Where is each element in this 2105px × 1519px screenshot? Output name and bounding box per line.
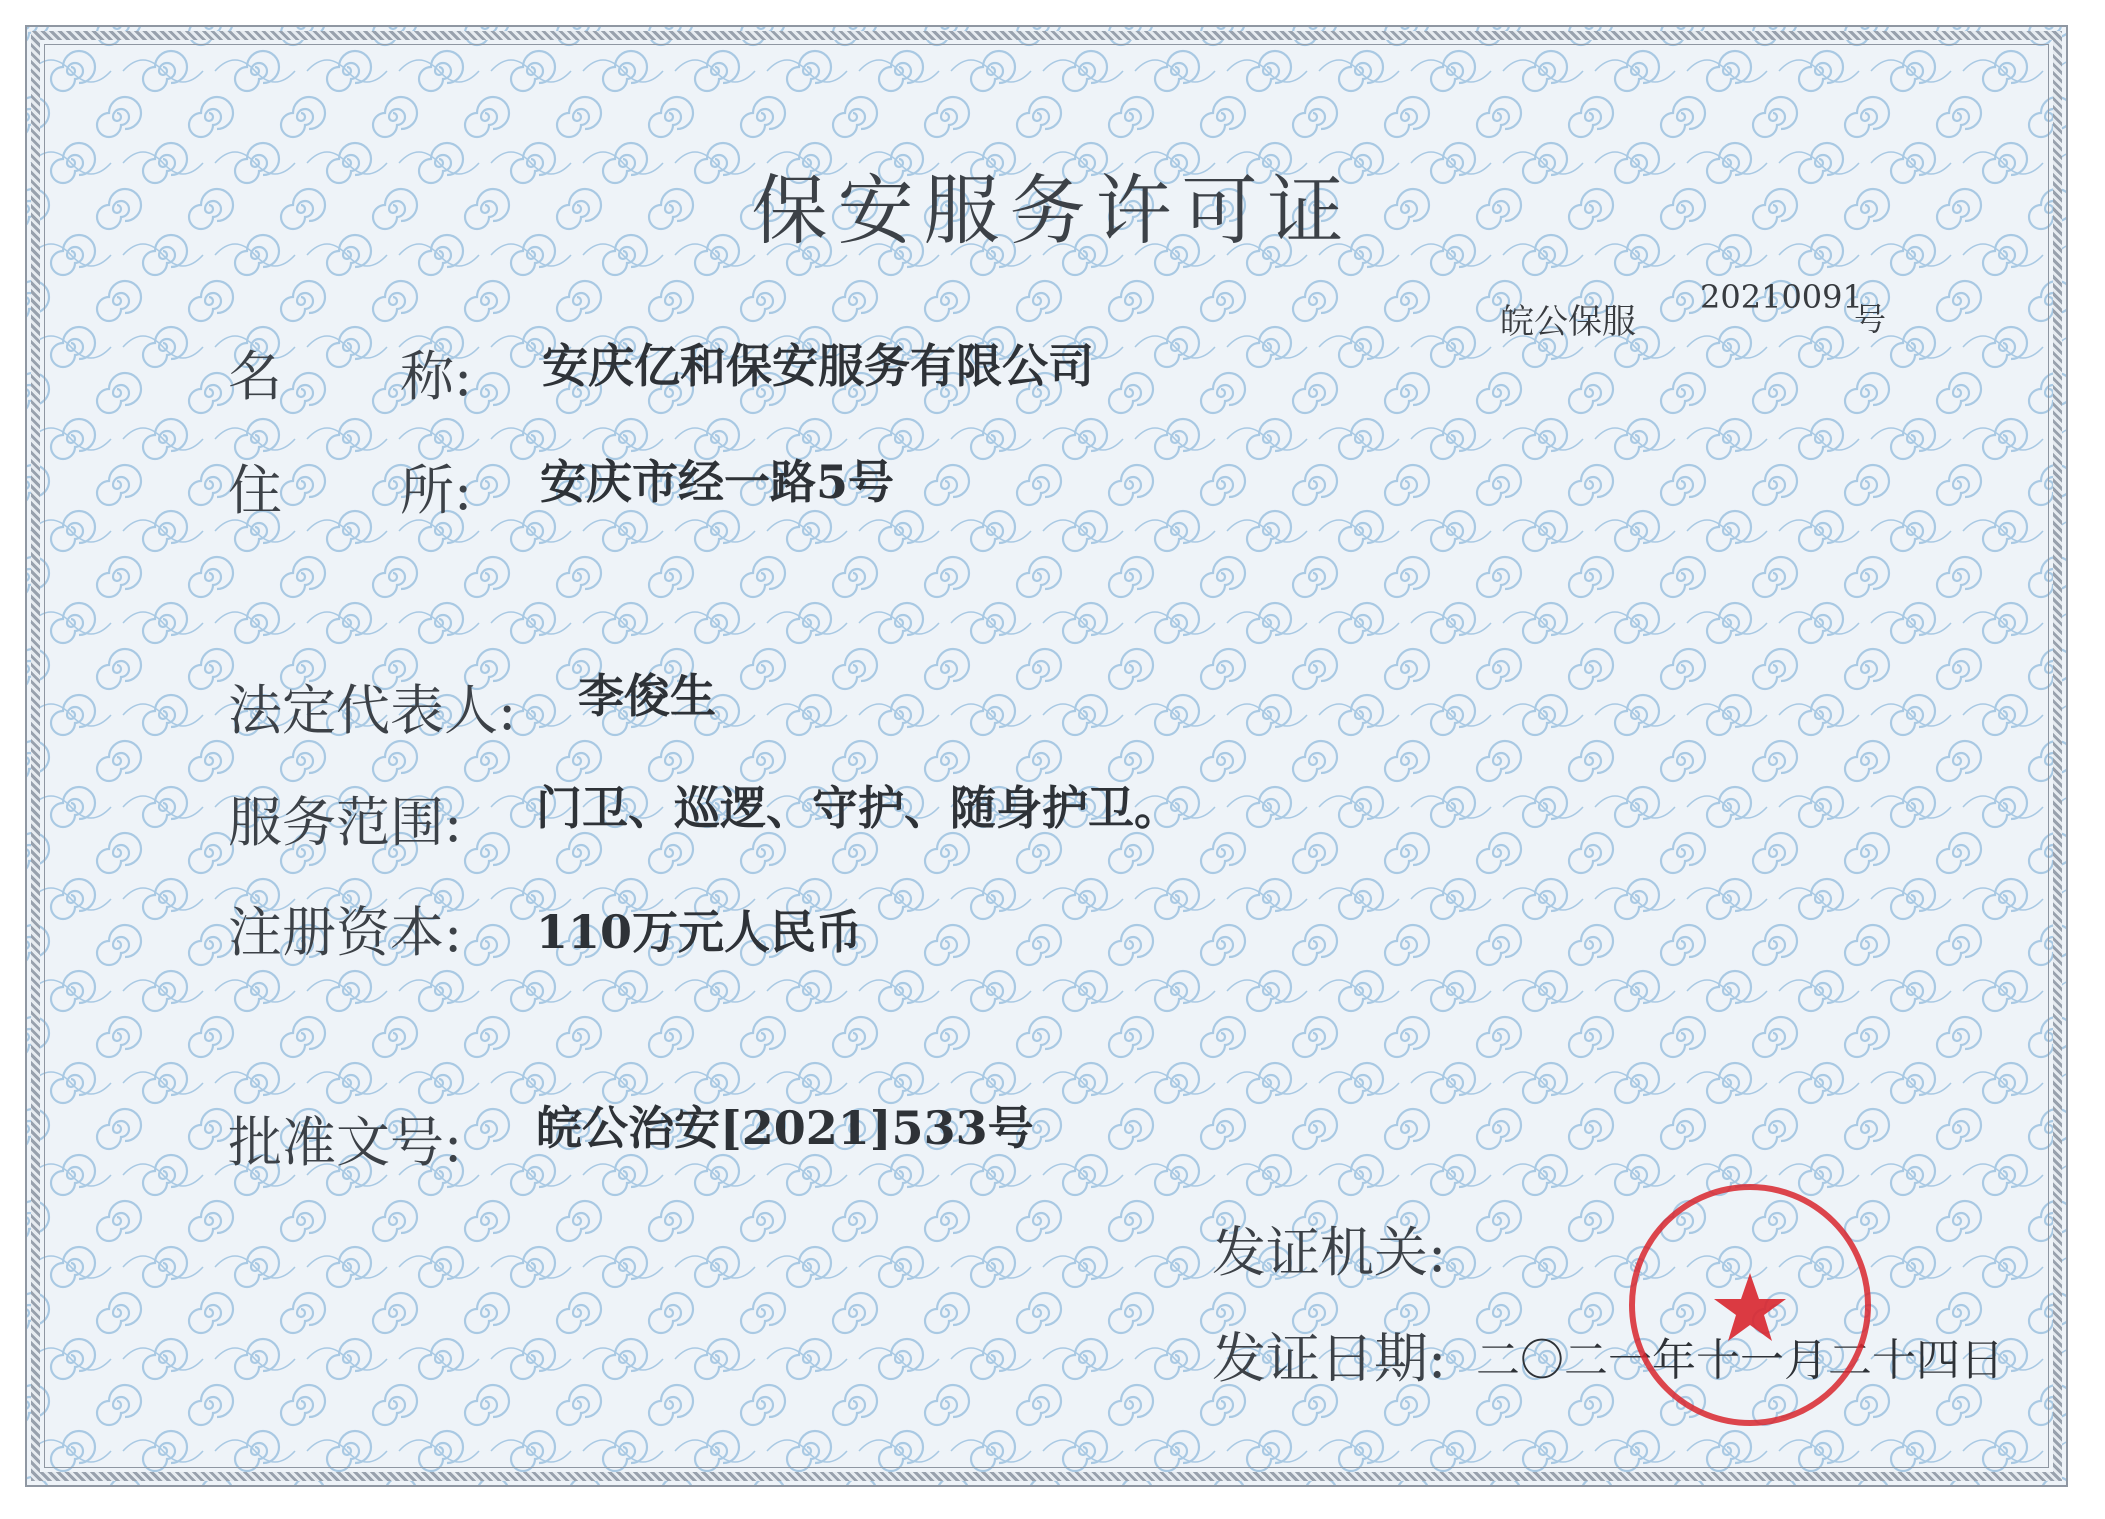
serial-prefix: 皖公保服 (1500, 302, 1636, 342)
registered-capital-label: 注册资本: (228, 901, 463, 964)
approval-number-label: 批准文号: (228, 1111, 463, 1174)
issue-date-value: 二〇二一年十一月二十四日 (1476, 1335, 2004, 1386)
name-value: 安庆亿和保安服务有限公司 (542, 339, 1094, 393)
legal-rep-value: 李俊生 (578, 669, 716, 723)
address-label-char-2: 所: (400, 459, 473, 522)
registered-capital-value: 110万元人民币 (536, 905, 863, 959)
serial-suffix: 号 (1854, 300, 1887, 338)
address-label-char-1: 住 (228, 459, 282, 522)
serial-number: 20210091 (1700, 278, 1863, 316)
service-scope-value: 门卫、巡逻、守护、随身护卫。 (536, 781, 1180, 835)
service-scope-label: 服务范围: (228, 791, 463, 854)
issuing-authority-label: 发证机关: (1212, 1221, 1447, 1284)
approval-number-value: 皖公治安[2021]533号 (536, 1101, 1034, 1155)
name-label-char-2: 称: (400, 345, 473, 408)
address-value: 安庆市经一路5号 (540, 455, 895, 509)
certificate-title: 保安服务许可证 (751, 166, 1354, 255)
name-label-char-1: 名 (228, 345, 282, 408)
official-seal-stamp (1620, 1175, 1880, 1435)
legal-rep-label: 法定代表人: (228, 679, 517, 742)
issue-date-label: 发证日期: (1212, 1327, 1447, 1390)
